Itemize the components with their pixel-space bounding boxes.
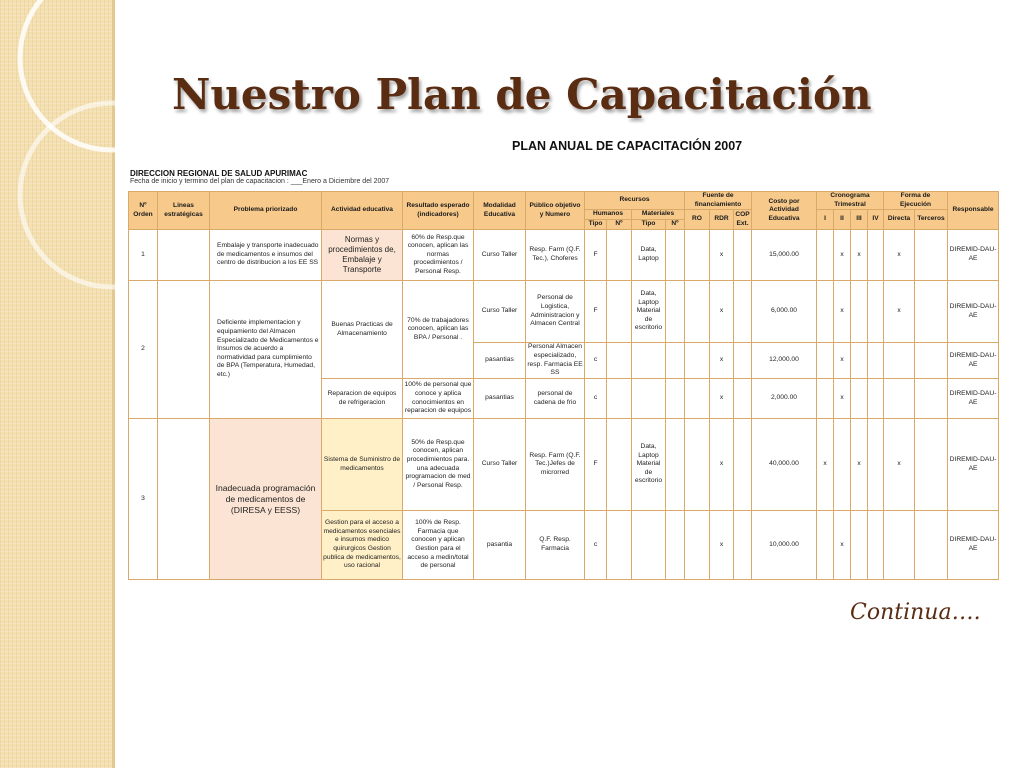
cell-responsable: DIREMID-DAU-AE [948,379,999,419]
cell-cop [734,230,752,281]
cell-costo: 12,000.00 [752,343,817,379]
header-humanos-tipo: Tipo [585,220,607,230]
header-q4: IV [868,210,884,230]
cell-publico: personal de cadena de frio [526,379,585,419]
cell-q3 [851,343,868,379]
cell-ro [685,379,710,419]
cell-q1 [817,281,834,343]
cell-costo: 40,000.00 [752,419,817,511]
header-responsable: Responsable [948,192,999,230]
cell-q1 [817,343,834,379]
header-humanos-numero: Nº [607,220,632,230]
training-plan-table [128,191,999,580]
cell-terceros [915,281,948,343]
cell-ro [685,511,710,580]
header-orden: Nº Orden [129,192,158,230]
cell-humanos-numero [607,343,632,379]
cell-humanos-tipo: c [585,511,607,580]
header-terceros: Terceros [915,210,948,230]
cell-modalidad: pasantias [474,343,526,379]
cell-cop [734,379,752,419]
cell-materiales-tipo [632,379,666,419]
cell-q3: x [851,419,868,511]
plan-dates: Fecha de inicio y termino del plan de capacitacion : ___Enero a Diciembre del 2007 [130,178,390,185]
header-rdr: RDR [710,210,734,230]
cell-modalidad: Curso Taller [474,230,526,281]
header-directa: Directa [884,210,915,230]
cell-q2: x [834,230,851,281]
header-modalidad: Modalidad Educativa [474,192,526,230]
cell-terceros [915,343,948,379]
cell-materiales-tipo: Data, Laptop Material de escritorio [632,281,666,343]
cell-costo: 6,000.00 [752,281,817,343]
cell-q2 [834,419,851,511]
cell-directa: x [884,281,915,343]
cell-q3 [851,511,868,580]
cell-q1: x [817,419,834,511]
cell-modalidad: pasantia [474,511,526,580]
header-publico: Público objetivo y Numero [526,192,585,230]
cell-modalidad: pasantias [474,379,526,419]
cell-publico: Q.F. Resp. Farmacia [526,511,585,580]
cell-publico: Resp. Farm (Q.F. Tec.), Choferes [526,230,585,281]
cell-q2: x [834,379,851,419]
cell-humanos-tipo: F [585,281,607,343]
cell-actividad: Normas y procedimientos de, Embalaje y Transporte [322,230,403,281]
cell-directa: x [884,419,915,511]
cell-resultado: 50% de Resp.que conocen, aplican procedimientos para. una adecuada programacion de med / Personal Resp. [403,419,474,511]
header-ro: RO [685,210,710,230]
cell-directa [884,379,915,419]
cell-orden: 2 [129,281,158,419]
cell-resultado: 100% de personal que conoce y aplica conocimientos en reparacion de equipos [403,379,474,419]
cell-humanos-tipo: F [585,230,607,281]
cell-cop [734,511,752,580]
cell-materiales-numero [666,230,685,281]
document-title: PLAN ANUAL DE CAPACITACIÓN 2007 [512,139,743,153]
cell-problema: Embalaje y transporte inadecuado de medicamentos e insumos del centro de distribucion a los EE SS [210,230,322,281]
cell-terceros [915,511,948,580]
cell-cop [734,281,752,343]
cell-directa [884,343,915,379]
header-problema: Problema priorizado [210,192,322,230]
header-lineas: Lineas estratégicas [158,192,210,230]
cell-humanos-numero [607,419,632,511]
header-materiales: Materiales [632,210,685,220]
cell-costo: 15,000.00 [752,230,817,281]
cell-q1 [817,511,834,580]
header-actividad: Actividad educativa [322,192,403,230]
cell-humanos-numero [607,511,632,580]
cell-terceros [915,419,948,511]
cell-q4 [868,511,884,580]
cell-q4 [868,379,884,419]
cell-q4 [868,419,884,511]
cell-responsable: DIREMID-DAU-AE [948,343,999,379]
header-q2: II [834,210,851,230]
header-q3: III [851,210,868,230]
cell-q4 [868,230,884,281]
table-row [129,230,999,281]
cell-modalidad: Curso Taller [474,419,526,511]
cell-q3: x [851,230,868,281]
header-resultado: Resultado esperado (indicadores) [403,192,474,230]
cell-q2: x [834,511,851,580]
cell-actividad: Buenas Practicas de Almacenamiento [322,281,403,379]
cell-materiales-tipo [632,511,666,580]
cell-q4 [868,281,884,343]
cell-lineas [158,230,210,281]
header-forma: Forma de Ejecución [884,192,948,210]
cell-publico: Personal Almacen especializado, resp. Farmacia EE SS [526,343,585,379]
cell-q2: x [834,281,851,343]
continue-label: Continua…. [850,600,981,625]
cell-rdr: x [710,281,734,343]
cell-humanos-tipo: F [585,419,607,511]
table-row [129,419,999,511]
cell-problema: Deficiente implementacion y equipamiento del Almacen Especializado de Medicamentos e Insumos de acuerdo a normatividad para cumplimiento de BPA (Temperatura, Humedad, etc.) [210,281,322,419]
cell-orden: 3 [129,419,158,580]
cell-humanos-numero [607,230,632,281]
cell-rdr: x [710,511,734,580]
cell-q3 [851,379,868,419]
cell-q1 [817,379,834,419]
cell-materiales-numero [666,419,685,511]
header-recursos: Recursos [585,192,685,210]
cell-lineas [158,419,210,580]
cell-ro [685,230,710,281]
cell-rdr: x [710,419,734,511]
cell-q1 [817,230,834,281]
cell-resultado: 60% de Resp.que conocen, aplican las normas procedimientos / Personal Resp. [403,230,474,281]
cell-ro [685,281,710,343]
cell-actividad: Gestion para el acceso a medicamentos esenciales e insumos medico quirurgicos Gestion publica de medicamentos, uso racional [322,511,403,580]
cell-resultado: 70% de trabajadores conocen, aplican las BPA / Personal . [403,281,474,379]
cell-responsable: DIREMID-DAU-AE [948,230,999,281]
cell-problema: Inadecuada programación de medicamentos de (DIRESA y EESS) [210,419,322,580]
cell-actividad: Reparacion de equipos de refrigeracion [322,379,403,419]
header-costo: Costo por Actividad Educativa [752,192,817,230]
cell-materiales-tipo [632,343,666,379]
cell-rdr: x [710,379,734,419]
header-materiales-tipo: Tipo [632,220,666,230]
cell-modalidad: Curso Taller [474,281,526,343]
cell-q2: x [834,343,851,379]
cell-responsable: DIREMID-DAU-AE [948,419,999,511]
cell-orden: 1 [129,230,158,281]
cell-publico: Resp. Farm (Q.F. Tec.)Jefes de microrred [526,419,585,511]
cell-materiales-numero [666,379,685,419]
header-cop: COP Ext. [734,210,752,230]
cell-publico: Personal de Logistica, Administracion y Almacen Central [526,281,585,343]
cell-responsable: DIREMID-DAU-AE [948,511,999,580]
cell-ro [685,419,710,511]
cell-directa: x [884,230,915,281]
cell-terceros [915,379,948,419]
cell-materiales-tipo: Data, Laptop [632,230,666,281]
cell-humanos-numero [607,379,632,419]
cell-humanos-numero [607,281,632,343]
header-materiales-numero: Nº [666,220,685,230]
cell-costo: 2,000.00 [752,379,817,419]
cell-materiales-tipo: Data, Laptop Material de escritorio [632,419,666,511]
cell-rdr: x [710,230,734,281]
cell-responsable: DIREMID-DAU-AE [948,281,999,343]
cell-humanos-tipo: c [585,379,607,419]
cell-q3 [851,281,868,343]
slide-title: Nuestro Plan de Capacitación [172,70,872,119]
cell-terceros [915,230,948,281]
cell-materiales-numero [666,511,685,580]
cell-ro [685,343,710,379]
cell-cop [734,419,752,511]
cell-resultado: 100% de Resp. Farmacia que conocen y aplican Gestion para el acceso a medin/total de personal [403,511,474,580]
cell-actividad: Sistema de Suministro de medicamentos [322,419,403,511]
cell-materiales-numero [666,343,685,379]
header-humanos: Humanos [585,210,632,220]
header-fuente: Fuente de financiamiento [685,192,752,210]
table-row [129,281,999,343]
cell-lineas [158,281,210,419]
cell-humanos-tipo: c [585,343,607,379]
department-name: DIRECCION REGIONAL DE SALUD APURIMAC [130,169,308,178]
header-cronograma: Cronograma Trimestral [817,192,884,210]
cell-rdr: x [710,343,734,379]
cell-costo: 10,000.00 [752,511,817,580]
header-q1: I [817,210,834,230]
cell-q4 [868,343,884,379]
cell-materiales-numero [666,281,685,343]
cell-cop [734,343,752,379]
cell-directa [884,511,915,580]
